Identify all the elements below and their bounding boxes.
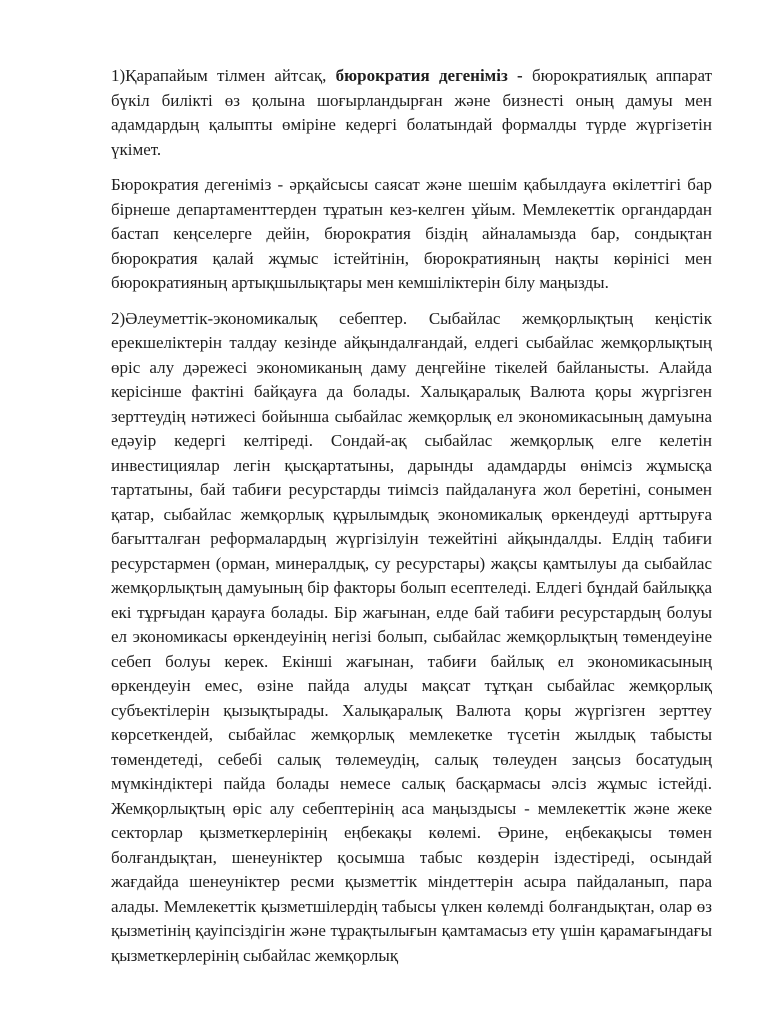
paragraph-bureaucracy-definition xyxy=(111,64,712,162)
paragraph-socio-economic-causes: 2)Әлеуметтік-экономикалық себептер. Сыбайлас жемқорлықтың кеңістік ерекшеліктерін талдау кезінде айқындалғандай, елдегі сыбайлас жемқорлықтың өріс алу дәрежесі экономиканың даму деңгейіне тікелей байланысты. Алайда керісінше фактіні байқауға да болады. Халықаралық Валюта қоры жүргізген зерттеудің нәтижесі бойынша сыбайлас жемқорлық ел экономикасының дамуына едәуір кедергі келтіреді. Сондай-ақ сыбайлас жемқорлық елге келетін инвестициялар легін қысқартатыны, дарынды адамдарды өнімсіз жұмысқа тартатыны, бай табиғи ресурстарды тиімсіз пайдалануға жол беретіні, сонымен қатар, сыбайлас жемқорлық құрылымдық экономикалық өркендеуді арттыруға бағытталған реформалардың жүргізілуін тежейтіні айқындалды. Елдің табиғи ресурстармен (орман, минералдық, су ресурстары) жақсы қамтылуы да сыбайлас жемқорлықтың дамуының бір факторы болып есептеледі. Елдегі бұндай байлыққа екі тұрғыдан қарауға болады. Бір жағынан, елде бай табиғи ресурстардың болуы ел экономикасы өркендеуінің негізі болып, сыбайлас жемқорлықтың төмендеуіне себеп болуы керек. Екінші жағынан, табиғи байлық ел экономикасының өркендеуін емес, өзіне пайда алуды мақсат тұтқан сыбайлас жемқорлық субъектілерін қызықтырады. Халықаралық Валюта қоры жүргізген зерттеу көрсеткендей, сыбайлас жемқорлық мемлекетке түсетін жылдық табысты төмендетеді, себебі салық төлемеудің, салық төлеуден заңсыз босатудың мүмкіндіктері пайда болады немесе салық басқармасы әлсіз жұмыс істейді. Жемқорлықтың өріс алу себептерінің аса маңыздысы - мемлекеттік және жеке секторлар қызметкерлерінің еңбекақы көлемі. Әрине, еңбекақысы төмен болғандықтан, шенеуніктер қосымша табыс көздерін іздестіреді, осындай жағдайда шенеуніктер ресми қызметтік міндеттерін асыра пайдаланып, пара алады. Мемлекеттік қызметшілердің табысы үлкен көлемді болғандықтан, олар өз қызметінің қауіпсіздігін және тұрақтылығын қамтамасыз ету үшін қарамағындағы қызметкерлерінің сыбайлас жемқорлық xyxy=(111,308,712,965)
paragraph-lead: 1)Қарапайым тілмен айтсақ, xyxy=(111,66,336,85)
bold-term: бюрократия дегеніміз - xyxy=(335,66,523,85)
paragraph-tail: бюрократиялық аппарат бүкіл билікті өз қолына шоғырландырған және бизнесті оның дамуы мен адамдардың қалыпты өміріне кедергі болатындай формалды түрде жүргізетін үкімет. xyxy=(111,66,712,159)
document-page xyxy=(111,64,712,979)
paragraph-bureaucracy-organization: Бюрократия дегеніміз - әрқайсысы саясат және шешім қабылдауға өкілеттігі бар бірнеше департаменттерден тұратын кез-келген ұйым. Мемлекеттік органдардан бастап кеңселерге дейін, бюрократия біздің айналамызда бар, сондықтан бюрократия қалай жұмыс істейтінін, бюрократияның нақты көрінісі мен бюрократияның артықшылықтары мен кемшіліктерін білу маңызды. xyxy=(111,175,712,292)
